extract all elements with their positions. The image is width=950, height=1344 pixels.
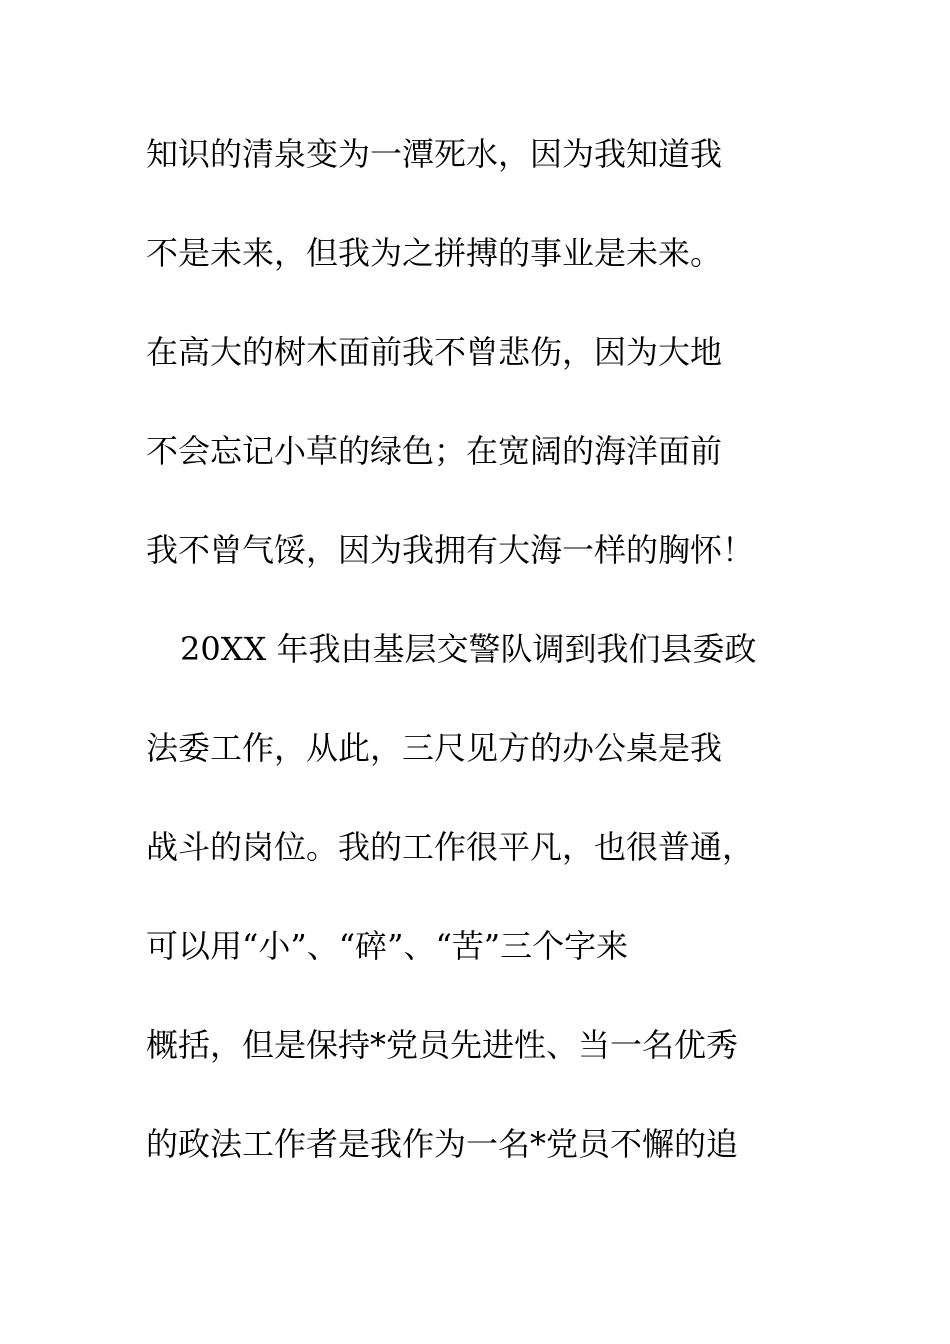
text-line: 不是未来，但我为之拼搏的事业是未来。 <box>146 234 723 272</box>
text-line: 在高大的树木面前我不曾悲伤，因为大地 <box>146 333 723 371</box>
text-line: 不会忘记小草的绿色；在宽阔的海洋面前 <box>146 432 723 470</box>
text-line: 战斗的岗位。我的工作很平凡，也很普通， <box>146 828 755 866</box>
text-line-paragraph-start: 20XX 年我由基层交警队调到我们县委政 <box>180 630 757 668</box>
text-line: 可以用“小”、“碎”、“苦”三个字来 <box>146 927 629 965</box>
text-line: 概括，但是保持*党员先进性、当一名优秀 <box>146 1026 739 1064</box>
text-line: 我不曾气馁，因为我拥有大海一样的胸怀！ <box>146 531 755 569</box>
text-line: 知识的清泉变为一潭死水，因为我知道我 <box>146 135 723 173</box>
text-line: 法委工作，从此，三尺见方的办公桌是我 <box>146 729 723 767</box>
document-body <box>146 124 806 1213</box>
text-line: 的政法工作者是我作为一名*党员不懈的追 <box>146 1125 739 1163</box>
